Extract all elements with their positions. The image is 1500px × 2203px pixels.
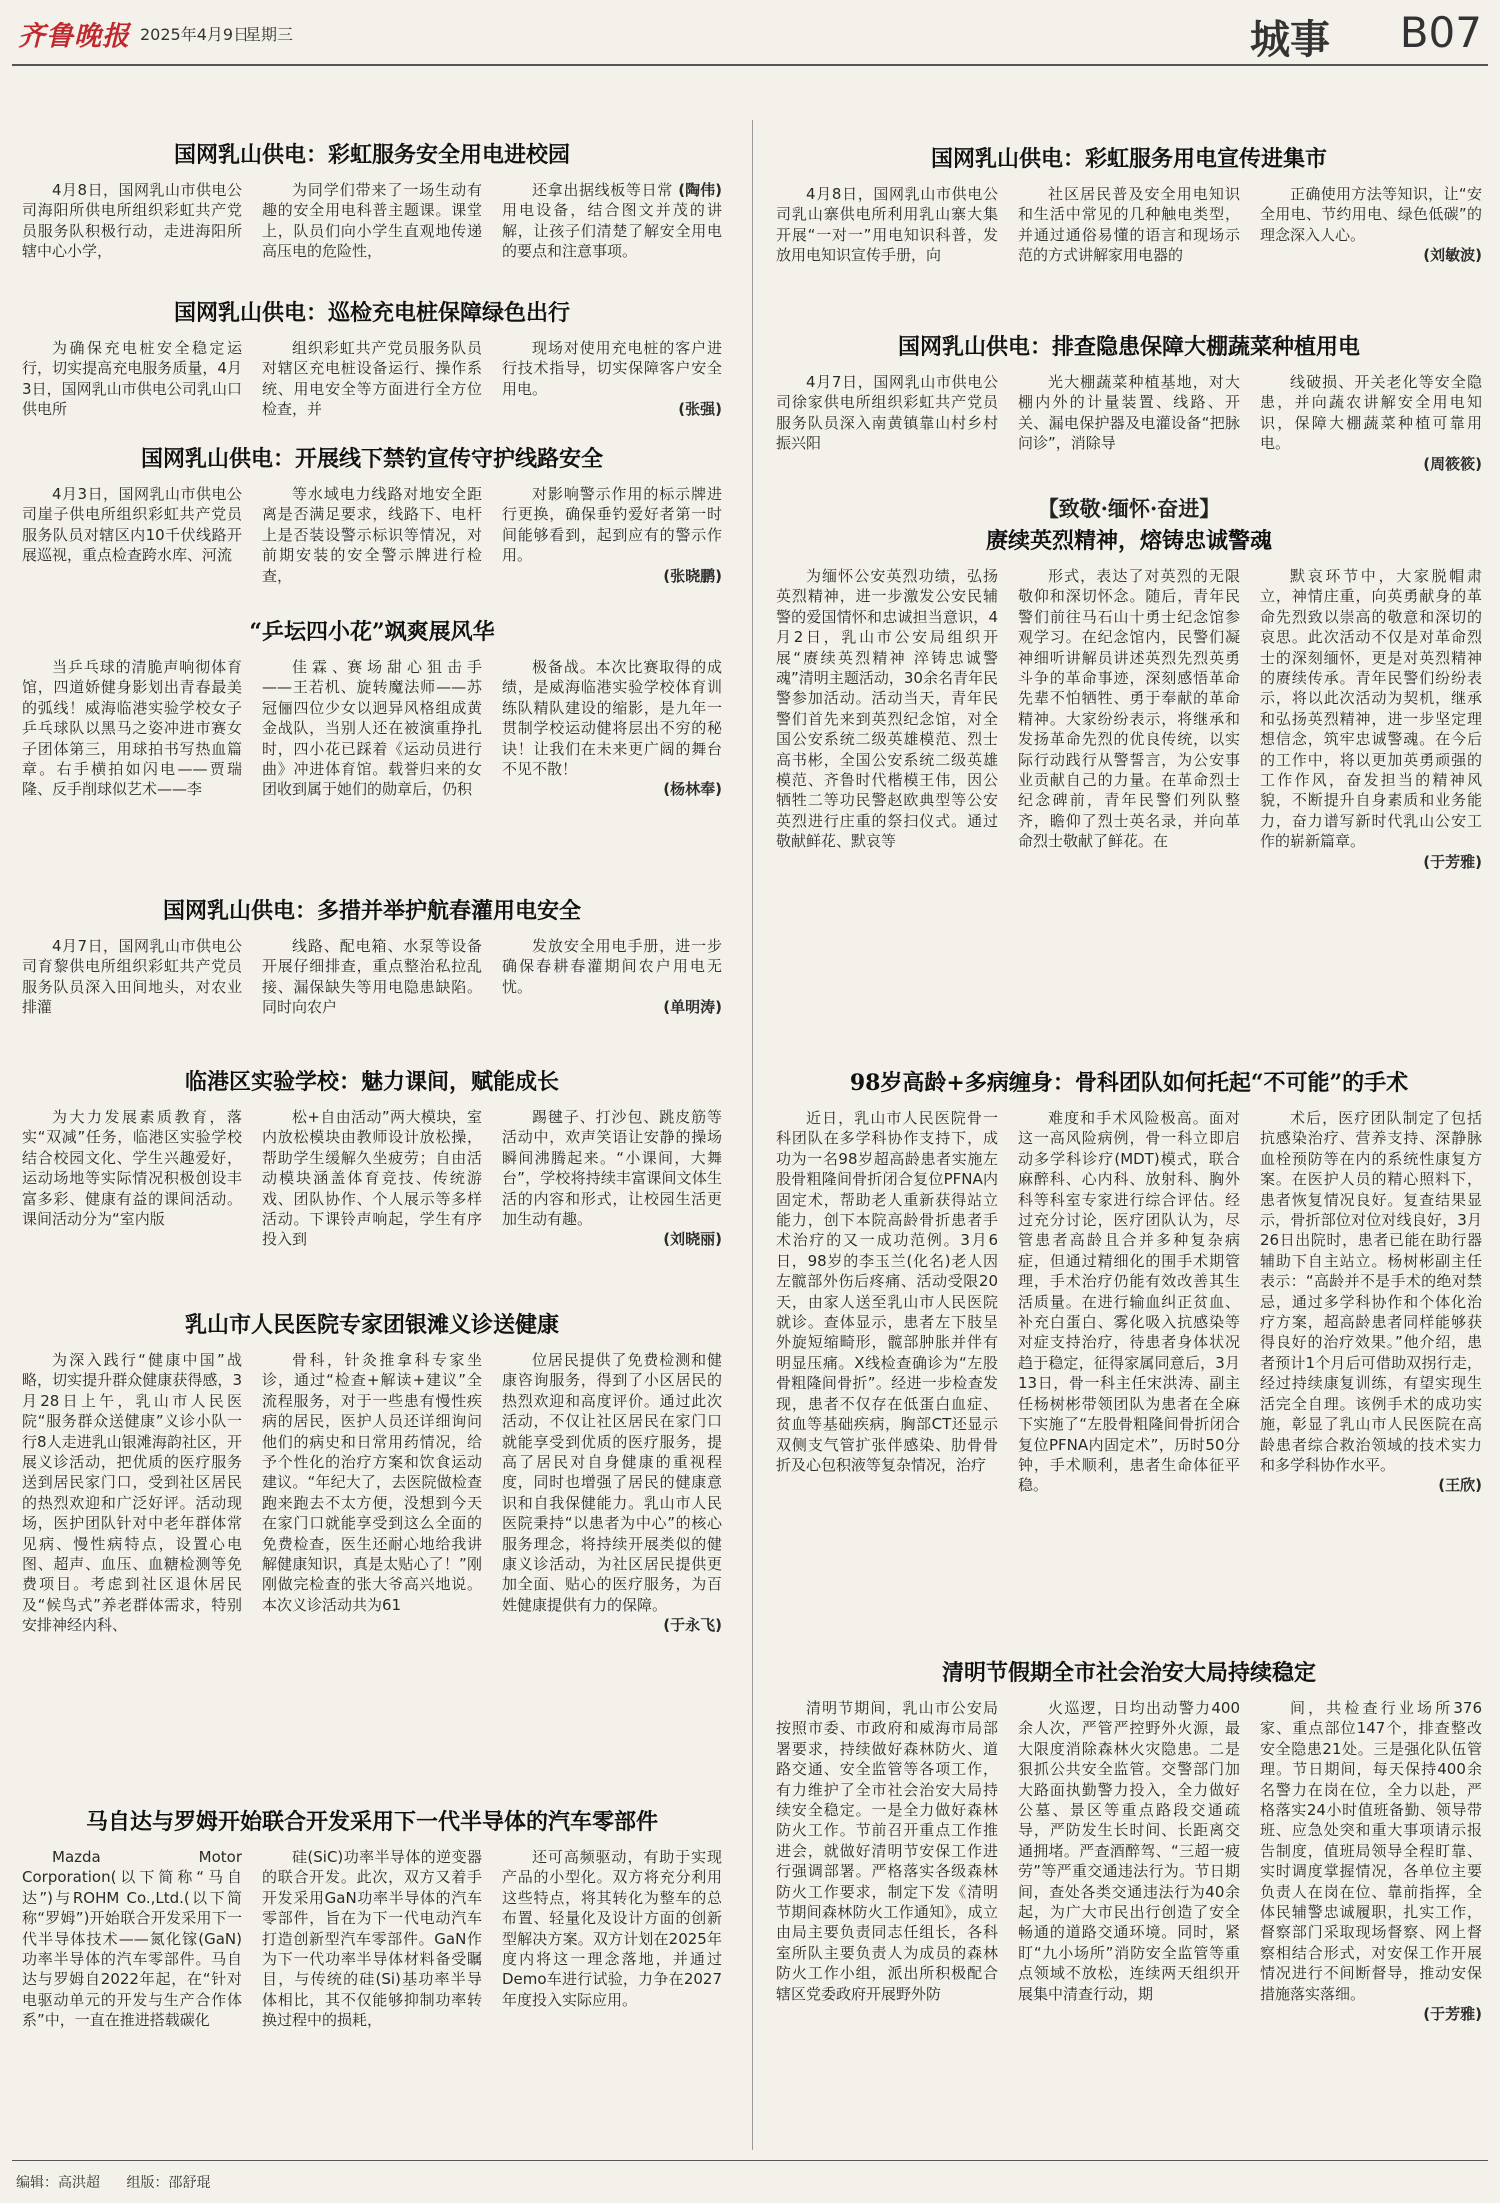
article-fishing-ban [22, 442, 722, 607]
article-column: 当乒乓球的清脆声响彻体育馆，四道娇健身影划出青春最美的弧线！威海临港实验学校女子乒乓球队以黑马之姿冲进市赛女子团体第三，用球拍书写热血篇章。右手横拍如闪电——贾瑞隆、反手削球似艺术——李 [22, 658, 242, 799]
article-column: 为同学们带来了一场生动有趣的安全用电科普主题课。课堂上，队员们向小学生直观地传递高压电的危险性， [262, 181, 482, 261]
article-column: 正确使用方法等知识，让“安全用电、节约用电、绿色低碳”的理念深入人心。 (刘敏波) [1260, 185, 1482, 265]
article-column: 4月8日，国网乳山市供电公司乳山寨供电所利用乳山寨大集开展“一对一”用电知识科普，发放用电知识宣传手册，向 [776, 185, 998, 265]
article-column: 4月7日，国网乳山市供电公司徐家供电所组织彩虹共产党员服务队员深入南黄镇靠山村乡村振兴阳 [776, 373, 998, 453]
article-mazda-rohm [22, 1805, 722, 2150]
layout-credit: 组版：邵舒琨 [126, 2175, 211, 2191]
column-divider [752, 120, 753, 2150]
article-column: 清明节期间，乳山市公安局按照市委、市政府和威海市局部署要求，持续做好森林防火、道路交通、安全监管等各项工作，有力维护了全市社会治安大局持续安全稳定。一是全力做好森林防火工作。节前召开重点工作推进会，就做好清明节安保工作进行强调部署。严格落实各级森林防火工作要求，制定下发《清明节期间森林防火工作通知》，成立由局主要负责同志任组长，各科室所队主要负责人为成员的森林防火工作小组，派出所积极配合辖区党委政府开展野外防 [776, 1699, 998, 2003]
kicker: 【致敬·缅怀·奋进】 [1037, 496, 1221, 521]
byline: (于芳雅) [1423, 2005, 1482, 2024]
headline: 国网乳山供电：多措并举护航春灌用电安全 [162, 898, 581, 924]
byline: (杨林奉) [663, 780, 722, 799]
headline: 国网乳山供电：巡检充电桩保障绿色出行 [173, 300, 570, 326]
article-column: 4月7日，国网乳山市供电公司育黎供电所组织彩虹共产党员服务队员深入田间地头，对农业排灌 [22, 937, 242, 1017]
article-column: 为大力发展素质教育，落实“双减”任务，临港区实验学校结合校园文化、学生兴趣爱好，运动场地等实际情况积极创设丰富多彩、健康有益的课间活动。课间活动分为“室内版 [22, 1108, 242, 1229]
article-column: 火巡逻，日均出动警力400余人次，严管严控野外火源，最大限度消除森林火灾隐患。二是狠抓公共安全监管。交警部门加大路面执勤警力投入，全力做好公墓、景区等重点路段交通疏导，严防发生长时间、长距离交通拥堵。严查酒醉驾、“三超一疲劳”等严重交通违法行为。节日期间，查处各类交通违法行为40余起，为广大市民出行创造了安全畅通的道路交通环境。同时，紧盯“九小场所”消防安全监管等重点领域不放松，连续两天组织开展集中清查行动，期 [1018, 1699, 1240, 2003]
article-column: 还可高频驱动，有助于实现产品的小型化。双方将充分利用这些特点，将其转化为整车的总布置、轻量化及设计方面的创新型解决方案。双方计划在2025年度内将这一理念落地，并通过Demo车进行试验，力争在2027年度投入实际应用。 [502, 1848, 722, 2009]
headline: “乒坛四小花”飒爽展风华 [249, 619, 495, 645]
headline: 马自达与罗姆开始联合开发采用下一代半导体的汽车零部件 [85, 1809, 658, 1835]
article-column: 间，共检查行业场所376家、重点部位147个，排查整改安全隐患21处。三是强化队伍管理。节日期间，每天保持400余名警力在岗在位，全力以赴，严格落实24小时值班备勤、领导带班、应急处突和重大事项请示报告制度，值班局领导全程盯靠、实时调度掌握情况，各单位主要负责人在岗在位、靠前指挥，全体民辅警忠诚履职，扎实工作，督察部门采取现场督察、网上督察相结合形式，对安保工作开展情况进行不间断督导，推动安保措施落实落细。 (于芳雅) [1260, 1699, 1482, 2024]
article-column: 现场对使用充电桩的客户进行技术指导，切实保障客户安全用电。 (张强) [502, 339, 722, 419]
article-column: 踢毽子、打沙包、跳皮筋等活动中，欢声笑语让安静的操场瞬间沸腾起来。“小课间，大舞台”，学校将持续丰富课间文体生活的内容和形式，让校园生活更加生动有趣。 (刘晓丽) [502, 1108, 722, 1249]
article-charging-pile [22, 296, 722, 431]
headline: 赓续英烈精神，熔铸忠诚警魂 [985, 528, 1272, 554]
article-column: 术后，医疗团队制定了包括抗感染治疗、营养支持、深静脉血栓预防等在内的系统性康复方案。在医护人员的精心照料下，患者恢复情况良好。复查结果显示，骨折部位对位对线良好，3月26日出院时，患者已能在助行器辅助下自主站立。杨树彬副主任表示：“高龄并不是手术的绝对禁忌，通过多学科协作和个体化治疗方案，超高龄患者同样能够获得良好的治疗效果。”他介绍，患者预计1个月后可借助双拐行走，经过持续康复训练，有望实现生活完全自理。该例手术的成功实施，彰显了乳山市人民医院在高龄患者综合救治领域的技术实力和多学科协作水平。 (王欣) [1260, 1109, 1482, 1495]
newspaper-logo: 齐鲁晚报 [18, 21, 130, 52]
article-column: 位居民提供了免费检测和健康咨询服务，得到了小区居民的热烈欢迎和高度评价。通过此次活动，不仅让社区居民在家门口就能享受到优质的医疗服务，提高了居民对自身健康的重视程度，同时也增强了居民的健康意识和自我保健能力。乳山市人民医院秉持“以患者为中心”的核心服务理念，将持续开展类似的健康义诊活动，为社区居民提供更加全面、贴心的医疗服务，为百姓健康提供有力的保障。 (于永飞) [502, 1351, 722, 1635]
article-column: 发放安全用电手册，进一步确保春耕春灌期间农户用电无忧。 (单明涛) [502, 937, 722, 1017]
top-rule [12, 64, 1488, 66]
article-column: 等水域电力线路对地安全距离是否满足要求，线路下、电杆上是否装设警示标识等情况，对前期安装的安全警示牌进行检查， [262, 485, 482, 585]
article-martyrs-memorial [776, 494, 1482, 1049]
article-column: 组织彩虹共产党员服务队员对辖区充电桩设备运行、操作系统、用电安全等方面进行全方位检查，并 [262, 339, 482, 419]
headline: 国网乳山供电：彩虹服务安全用电进校园 [173, 142, 570, 168]
article-column: 对影响警示作用的标示牌进行更换，确保垂钓爱好者第一时间能够看到，起到应有的警示作用。 (张晓鹏) [502, 485, 722, 585]
byline: (刘晓丽) [663, 1230, 722, 1249]
article-column: 线破损、开关老化等安全隐患，并向蔬农讲解安全用电知识，保障大棚蔬菜种植可靠用电。 (周筱筱) [1260, 373, 1482, 473]
article-column: 硅(SiC)功率半导体的逆变器的联合开发。此次，双方又着手开发采用GaN功率半导体的汽车零部件，旨在为下一代电动汽车打造创新型汽车零部件。GaN作为下一代功率半导体材料备受瞩目，与传统的硅(Si)基功率半导体相比，其不仅能够抑制功率转换过程中的损耗， [262, 1848, 482, 2030]
article-spring-irrigation [22, 894, 722, 1044]
editor-credit: 编辑：高洪超 [16, 2175, 100, 2191]
article-column: 佳 霖 、赛 场 甜 心 狙 击 手——王若机、旋转魔法师——苏冠俪四位少女以迥异风格组成黄金战队，当别人还在被演重挣扎时，四小花已踩着《运动员进行曲》冲进体育馆。载誉归来的女团收到属于她们的勋章后，仍积 [262, 658, 482, 799]
headline: 乳山市人民医院专家团银滩义诊送健康 [184, 1312, 559, 1338]
headline: 国网乳山供电：开展线下禁钓宣传守护线路安全 [140, 446, 603, 472]
headline: 临港区实验学校：魅力课间，赋能成长 [184, 1069, 559, 1095]
headline: 清明节假期全市社会治安大局持续稳定 [941, 1660, 1316, 1686]
byline: (于永飞) [663, 1616, 722, 1635]
article-column: 难度和手术风险极高。面对这一高风险病例，骨一科立即启动多学科诊疗(MDT)模式，联合麻醉科、心内科、放射科、胸外科等科室专家进行综合评估。经过充分讨论，医疗团队认为，尽管患者高龄且合并多种复杂病症，但通过精细化的围手术期管理，手术治疗仍能有效改善其生活质量。在进行输血纠正贫血、补充白蛋白、雾化吸入抗感染等对症支持治疗，待患者身体状况趋于稳定，征得家属同意后，3月13日，骨一科主任宋洪涛、副主任杨树彬带领团队为患者在全麻下实施了“左股骨粗隆间骨折闭合复位PFNA内固定术”，历时50分钟，手术顺利，患者生命体征平稳。 [1018, 1109, 1240, 1495]
byline: (单明涛) [663, 998, 722, 1017]
article-greenhouse-power [776, 330, 1482, 480]
byline: (张强) [678, 400, 722, 419]
article-free-clinic [22, 1308, 722, 1783]
article-market-publicity [776, 142, 1482, 307]
article-column: 为确保充电桩安全稳定运行，切实提高充电服务质量，4月3日，国网乳山市供电公司乳山口供电所 [22, 339, 242, 419]
article-column: 光大棚蔬菜种植基地，对大棚内外的计量装置、线路、开关、漏电保护器及电灌设备“把脉问诊”，消除导 [1018, 373, 1240, 453]
issue-weekday: 星期三 [245, 25, 294, 44]
article-column: 默哀环节中，大家脱帽肃立，神情庄重，向英勇献身的革命先烈致以崇高的敬意和深切的哀思。此次活动不仅是对革命烈士的深刻缅怀，更是对英烈精神的赓续传承。青年民警们纷纷表示，将以此次活动为契机，继承和弘扬英烈精神，进一步坚定理想信念，筑牢忠诚警魂。在今后的工作中，将以更加英勇顽强的工作作风，奋发担当的精神风貌，不断提升自身素质和业务能力，奋力谱写新时代乳山公安工作的崭新篇章。 (于芳雅) [1260, 567, 1482, 871]
article-campus-safety [22, 138, 722, 293]
article-column: 近日，乳山市人民医院骨一科团队在多学科协作支持下，成功为一名98岁超高龄患者实施左股骨粗隆间骨折闭合复位PFNA内固定术，帮助老人重新获得站立能力，创下本院高龄骨折患者手术治疗的又一成功范例。3月6日，98岁的李玉兰(化名)老人因左髋部外伤后疼痛、活动受限20天，由家人送至乳山市人民医院就诊。查体显示，患者左下肢呈外旋短缩畸形，髋部肿胀并伴有明显压痛。X线检查确诊为“左股骨粗隆间骨折”。经进一步检查发现，患者不仅存在低蛋白血症、贫血等基础疾病，胸部CT还显示双侧支气管扩张伴感染、肋骨骨折及心包积液等复杂情况，治疗 [776, 1109, 998, 1474]
article-column: Mazda Motor Corporation(以下简称“马自达”)与ROHM Co.,Ltd.(以下简称“罗姆”)开始联合开发采用下一代半导体技术——氮化镓(GaN)功率半导体的汽车零部件。马自达与罗姆自2022年起，在“针对电驱动单元的开发与生产合作体系”中，一直在推进搭载碳化 [22, 1848, 242, 2030]
article-bone-surgery [776, 1066, 1482, 1641]
article-column: 骨科，针灸推拿科专家坐诊，通过“检查+解读+建议”全流程服务，对于一些患有慢性疾病的居民，医护人员还详细询问他们的病史和日常用药情况，给予个性化的治疗方案和饮食运动建议。“年纪大了，去医院做检查跑来跑去不太方便，没想到今天在家门口就能享受到这么全面的免费检查，医生还耐心地给我讲解健康知识，真是太贴心了！”刚刚做完检查的张大爷高兴地说。本次义诊活动共为61 [262, 1351, 482, 1614]
article-column: 4月8日，国网乳山市供电公司海阳所供电所组织彩虹共产党员服务队积极行动，走进海阳所辖中心小学， [22, 181, 242, 261]
headline: 国网乳山供电：排查隐患保障大棚蔬菜种植用电 [897, 334, 1360, 360]
byline: (刘敏波) [1423, 246, 1482, 265]
byline: (周筱筱) [1423, 454, 1482, 473]
footer-credits [16, 2172, 232, 2192]
article-column: 极备战。本次比赛取得的成绩，是威海临港实验学校体育训练队精队建设的缩影，是九年一贯制学校运动健将层出不穷的秘诀！让我们在未来更广阔的舞台不见不散！ (杨林奉) [502, 658, 722, 799]
article-column: 线路、配电箱、水泵等设备开展仔细排查，重点整治私拉乱接、漏保缺失等用电隐患缺陷。同时向农户 [262, 937, 482, 1017]
article-column: 为深入践行“健康中国”战略，切实提升群众健康获得感，3月28日上午，乳山市人民医院“服务群众送健康”义诊小队一行8人走进乳山银滩海韵社区，开展义诊活动，把优质的医疗服务送到居民家门口，受到社区居民的热烈欢迎和广泛好评。活动现场，医护团队针对中老年群体常见病、慢性病特点，设置心电图、超声、血压、血糖检测等免费项目。考虑到社区退休居民及“候鸟式”养老群体需求，特别安排神经内科、 [22, 1351, 242, 1635]
article-qingming-security [776, 1656, 1482, 2150]
article-column: 4月3日，国网乳山市供电公司崖子供电所组织彩虹共产党员服务队员对辖区内10千伏线路开展巡视，重点检查跨水库、河流 [22, 485, 242, 565]
byline: (张晓鹏) [663, 566, 722, 585]
article-column: 松+自由活动”两大模块，室内放松模块由教师设计放松操，帮助学生缓解久坐疲劳；自由活动模块涵盖体育竞技、传统游戏、团队协作、个人展示等多样活动。下课铃声响起，学生有序投入到 [262, 1108, 482, 1249]
masthead [0, 0, 1500, 64]
section-name: 城事 [1250, 16, 1330, 63]
headline: 98岁高龄+多病缠身：骨科团队如何托起“不可能”的手术 [849, 1070, 1409, 1096]
byline: (王欣) [1438, 1476, 1482, 1495]
article-column: (陶伟) 还拿出据线板等日常用电设备，结合图文并茂的讲解，让孩子们清楚了解安全用电的要点和注意事项。 [502, 181, 722, 261]
article-column: 形式，表达了对英烈的无限敬仰和深切怀念。随后，青年民警们前往马石山十勇士纪念馆参观学习。在纪念馆内，民警们凝神细听讲解员讲述英烈先烈英勇斗争的革命事迹，深刻感悟革命先辈不怕牺牲、勇于奉献的革命精神。大家纷纷表示，将继承和发扬革命先烈的优良传统，以实际行动践行从警誓言，为公安事业贡献自己的力量。在革命烈士纪念碑前，青年民警们列队整齐，瞻仰了烈士英名录，并向革命烈士敬献了鲜花。在 [1018, 567, 1240, 851]
bottom-rule [12, 2160, 1488, 2161]
page-number: B07 [1399, 8, 1482, 57]
article-table-tennis [22, 615, 722, 885]
byline: (于芳雅) [1423, 852, 1482, 871]
article-column: 社区居民普及安全用电知识和生活中常见的几种触电类型，并通过通俗易懂的语言和现场示范的方式讲解家用电器的 [1018, 185, 1240, 265]
article-column: 为缅怀公安英烈功绩，弘扬英烈精神，进一步激发公安民辅警的爱国情怀和忠诚担当意识，4月2日，乳山市公安局组织开展“赓续英烈精神 淬铸忠诚警魂”清明主题活动，30余名青年民警参加活动。活动当天，青年民警们首先来到英烈纪念馆，对全国公安系统二级英雄模范、烈士高书彬，全国公安系统二级英雄模范、齐鲁时代楷模王伟，因公牺牲二等功民警赵欧典型等公安英烈进行庄重的祭扫仪式。通过敬献鲜花、默哀等 [776, 567, 998, 851]
headline: 国网乳山供电：彩虹服务用电宣传进集市 [930, 146, 1327, 172]
issue-date: 2025年4月9日 [140, 25, 250, 44]
byline: (陶伟) [678, 181, 722, 199]
article-school-recess [22, 1065, 722, 1290]
